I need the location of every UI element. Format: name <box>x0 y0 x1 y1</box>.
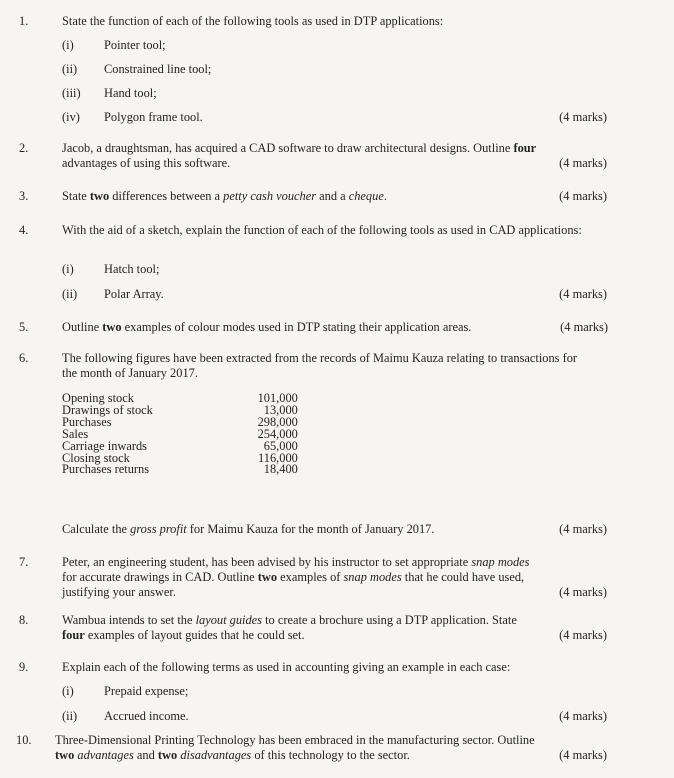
question-number: 10. <box>16 733 32 747</box>
question-text: The following figures have been extracted from the records of Maimu Kauza relating to transactions for the month of January 2017. <box>62 351 578 380</box>
marks-label: (4 marks) <box>559 628 607 642</box>
item-text: Hatch tool; <box>104 262 160 276</box>
marks-label: (4 marks) <box>559 522 607 536</box>
roman-numeral: (ii) <box>62 709 78 723</box>
table-row: Carriage inwards 65,000 <box>62 438 298 453</box>
roman-numeral: (ii) <box>62 62 78 76</box>
question-number: 2. <box>19 141 29 155</box>
roman-numeral: (iii) <box>62 86 81 100</box>
question-text: State two differences between a petty cash voucher and a cheque. <box>62 189 387 203</box>
calculate-instruction: Calculate the gross profit for Maimu Kauza for the month of January 2017. <box>62 522 435 536</box>
question-text-line-3: justifying your answer. <box>62 585 176 599</box>
item-text: Prepaid expense; <box>104 684 189 698</box>
question-text-line-2: four examples of layout guides that he could set. <box>62 628 305 642</box>
item-text: Constrained line tool; <box>104 62 212 76</box>
table-row: Closing stock 116,000 <box>62 450 298 465</box>
table-row: Drawings of stock 13,000 <box>62 402 298 417</box>
roman-numeral: (i) <box>62 38 74 52</box>
roman-numeral: (i) <box>62 684 74 698</box>
question-number: 1. <box>19 14 29 28</box>
question-text: Jacob, a draughtsman, has acquired a CAD software to draw architectural designs. Outline four <box>62 141 537 155</box>
marks-label: (4 marks) <box>559 189 607 203</box>
figures-table <box>62 393 298 476</box>
item-text: Accrued income. <box>104 709 189 723</box>
roman-numeral: (ii) <box>62 287 78 301</box>
table-row: Purchases returns 18,400 <box>62 462 298 477</box>
item-text: Hand tool; <box>104 86 157 100</box>
question-number: 5. <box>19 320 29 334</box>
question-number: 7. <box>19 555 29 569</box>
question-number: 4. <box>19 223 29 237</box>
question-text: Three-Dimensional Printing Technology has been embraced in the manufacturing sector. Outline <box>55 733 535 747</box>
question-text: Explain each of the following terms as used in accounting giving an example in each case: <box>62 660 511 674</box>
question-text: Wambua intends to set the layout guides to create a brochure using a DTP application. State <box>62 613 517 627</box>
question-number: 9. <box>19 660 29 674</box>
marks-label: (4 marks) <box>559 156 607 170</box>
question-text: State the function of each of the following tools as used in DTP applications: <box>62 14 444 28</box>
marks-label: (4 marks) <box>559 287 607 301</box>
question-text-line-2: two advantages and two disadvantages of this technology to the sector. <box>55 748 410 762</box>
question-text-line-2: for accurate drawings in CAD. Outline two examples of snap modes that he could have used, <box>62 570 525 584</box>
table-row: Purchases 298,000 <box>62 414 298 429</box>
question-text: With the aid of a sketch, explain the function of each of the following tools as used in CAD applications: <box>62 223 582 237</box>
table-row: Sales 254,000 <box>62 426 298 441</box>
marks-label: (4 marks) <box>559 110 607 124</box>
question-number: 8. <box>19 613 29 627</box>
table-row: Opening stock 101,000 <box>62 391 298 405</box>
question-text: Peter, an engineering student, has been advised by his instructor to set appropriate snap modes <box>62 555 530 569</box>
question-text: Outline two examples of colour modes used in DTP stating their application areas. <box>62 320 472 334</box>
roman-numeral: (iv) <box>62 110 80 124</box>
item-text: Polygon frame tool. <box>104 110 203 124</box>
marks-label: (4 marks) <box>559 748 607 762</box>
roman-numeral: (i) <box>62 262 74 276</box>
marks-label: (4 marks) <box>559 585 607 599</box>
marks-label: (4 marks) <box>560 320 608 334</box>
question-text-line-2: advantages of using this software. <box>62 156 231 170</box>
question-number: 6. <box>19 351 29 365</box>
question-number: 3. <box>19 189 29 203</box>
item-text: Pointer tool; <box>104 38 166 52</box>
marks-label: (4 marks) <box>559 709 607 723</box>
item-text: Polar Array. <box>104 287 164 301</box>
